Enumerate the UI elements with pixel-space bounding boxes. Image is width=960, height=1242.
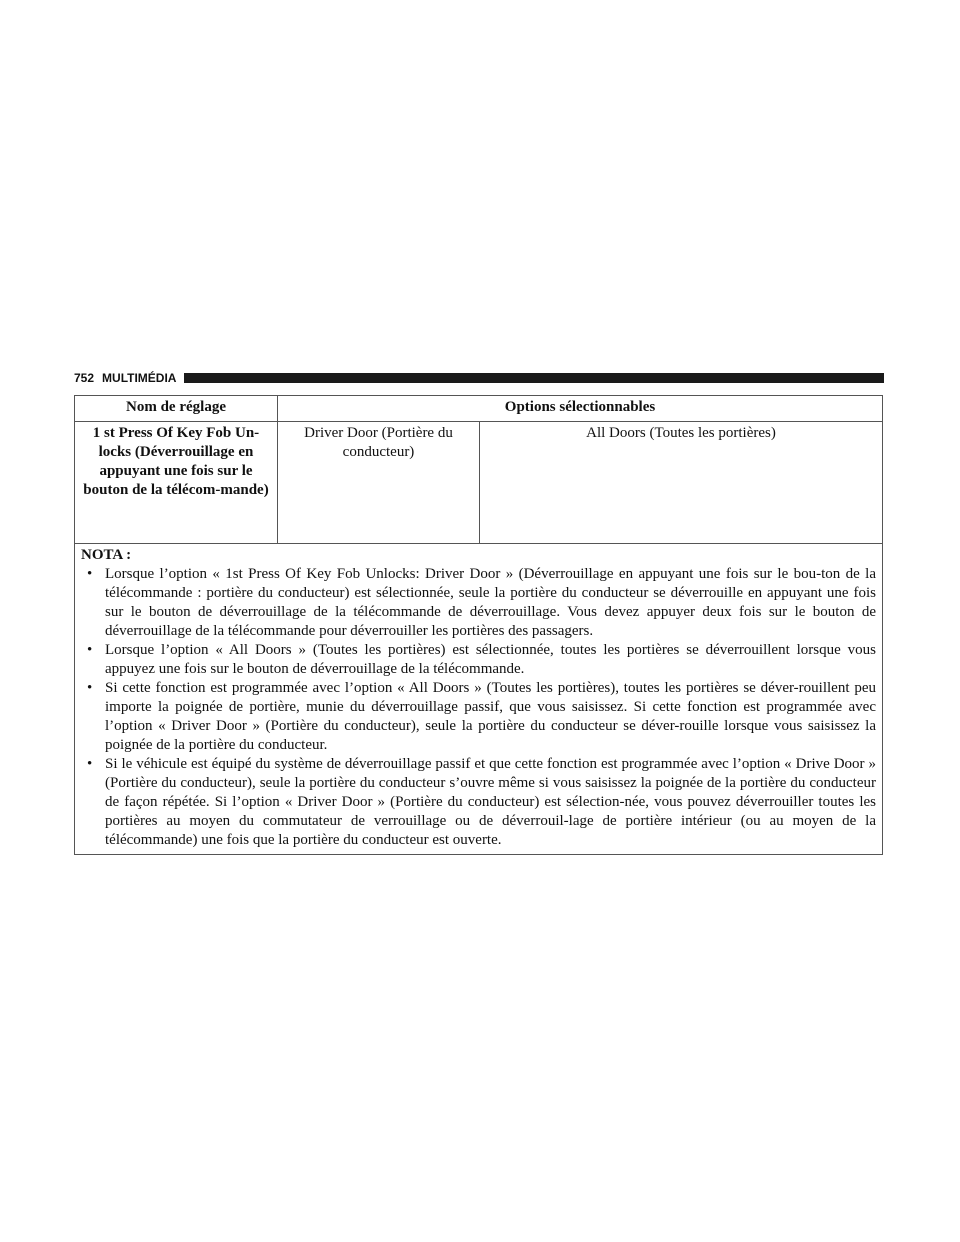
note-text: Si cette fonction est programmée avec l’option « All Doors » (Toutes les portières), toutes les portières se déver-rouillent peu importe la poignée de portière, munie du déverrouillage passif, que vous saisissez. Si cette fonction est programmée avec l’option « Driver Door » (Portière du conducteur), seule la portière du conducteur se déver-rouille lorsque vous saisissez la poignée de la portière du conducteur.	[105, 680, 876, 753]
list-item	[81, 755, 876, 850]
note-text: Lorsque l’option « All Doors » (Toutes les portières) est sélectionnée, toutes les portières se déverrouillent lorsque vous appuyez une fois sur le bouton de déverrouillage de la télécommande.	[105, 642, 876, 677]
col-header-options: Options sélectionnables	[278, 396, 883, 422]
table-header-row	[75, 396, 883, 422]
note-cell	[75, 544, 883, 855]
list-item	[81, 565, 876, 641]
list-item	[81, 641, 876, 679]
setting-name-cell: 1 st Press Of Key Fob Un-locks (Déverrouillage en appuyant une fois sur le bouton de la télécom-mande)	[75, 422, 278, 544]
section-title: MULTIMÉDIA	[102, 371, 177, 385]
note-list	[81, 565, 876, 850]
list-item	[81, 679, 876, 755]
settings-table	[74, 395, 883, 855]
page-header	[74, 368, 884, 388]
note-row	[75, 544, 883, 855]
bullet-icon: •	[87, 642, 93, 658]
col-header-setting: Nom de réglage	[75, 396, 278, 422]
header-rule	[184, 373, 884, 383]
bullet-icon: •	[87, 756, 93, 772]
option-driver-door: Driver Door (Portière du conducteur)	[278, 422, 480, 544]
note-text: Lorsque l’option « 1st Press Of Key Fob Unlocks: Driver Door » (Déverrouillage en appuyant une fois sur le bou-ton de la télécommande : portière du conducteur) est sélectionnée, seule la portière du conducteur se déverrouille en appuyant une fois sur le bouton de déverrouillage de la télécommande de déverrouillage. Vous devez appuyer deux fois sur le bouton de déverrouillage de la télécommande pour déverrouiller les portières des passagers.	[105, 566, 876, 639]
option-all-doors: All Doors (Toutes les portières)	[480, 422, 883, 544]
bullet-icon: •	[87, 566, 93, 582]
note-text: Si le véhicule est équipé du système de déverrouillage passif et que cette fonction est programmée avec l’option « Drive Door » (Portière du conducteur), seule la portière du conducteur s’ouvre même si vous saisissez la poignée de la portière du conducteur de façon répétée. Si l’option « Driver Door » (Portière du conducteur) est sélection-née, vous pouvez déverrouiller toutes les portières au moyen du commutateur de verrouillage ou de déverrouil-lage de portière intérieur (ou au moyen de la télécommande) une fois que la portière du conducteur est ouverte.	[105, 756, 876, 848]
table-row	[75, 422, 883, 544]
note-label: NOTA :	[81, 547, 132, 563]
bullet-icon: •	[87, 680, 93, 696]
page-number: 752	[74, 371, 95, 385]
